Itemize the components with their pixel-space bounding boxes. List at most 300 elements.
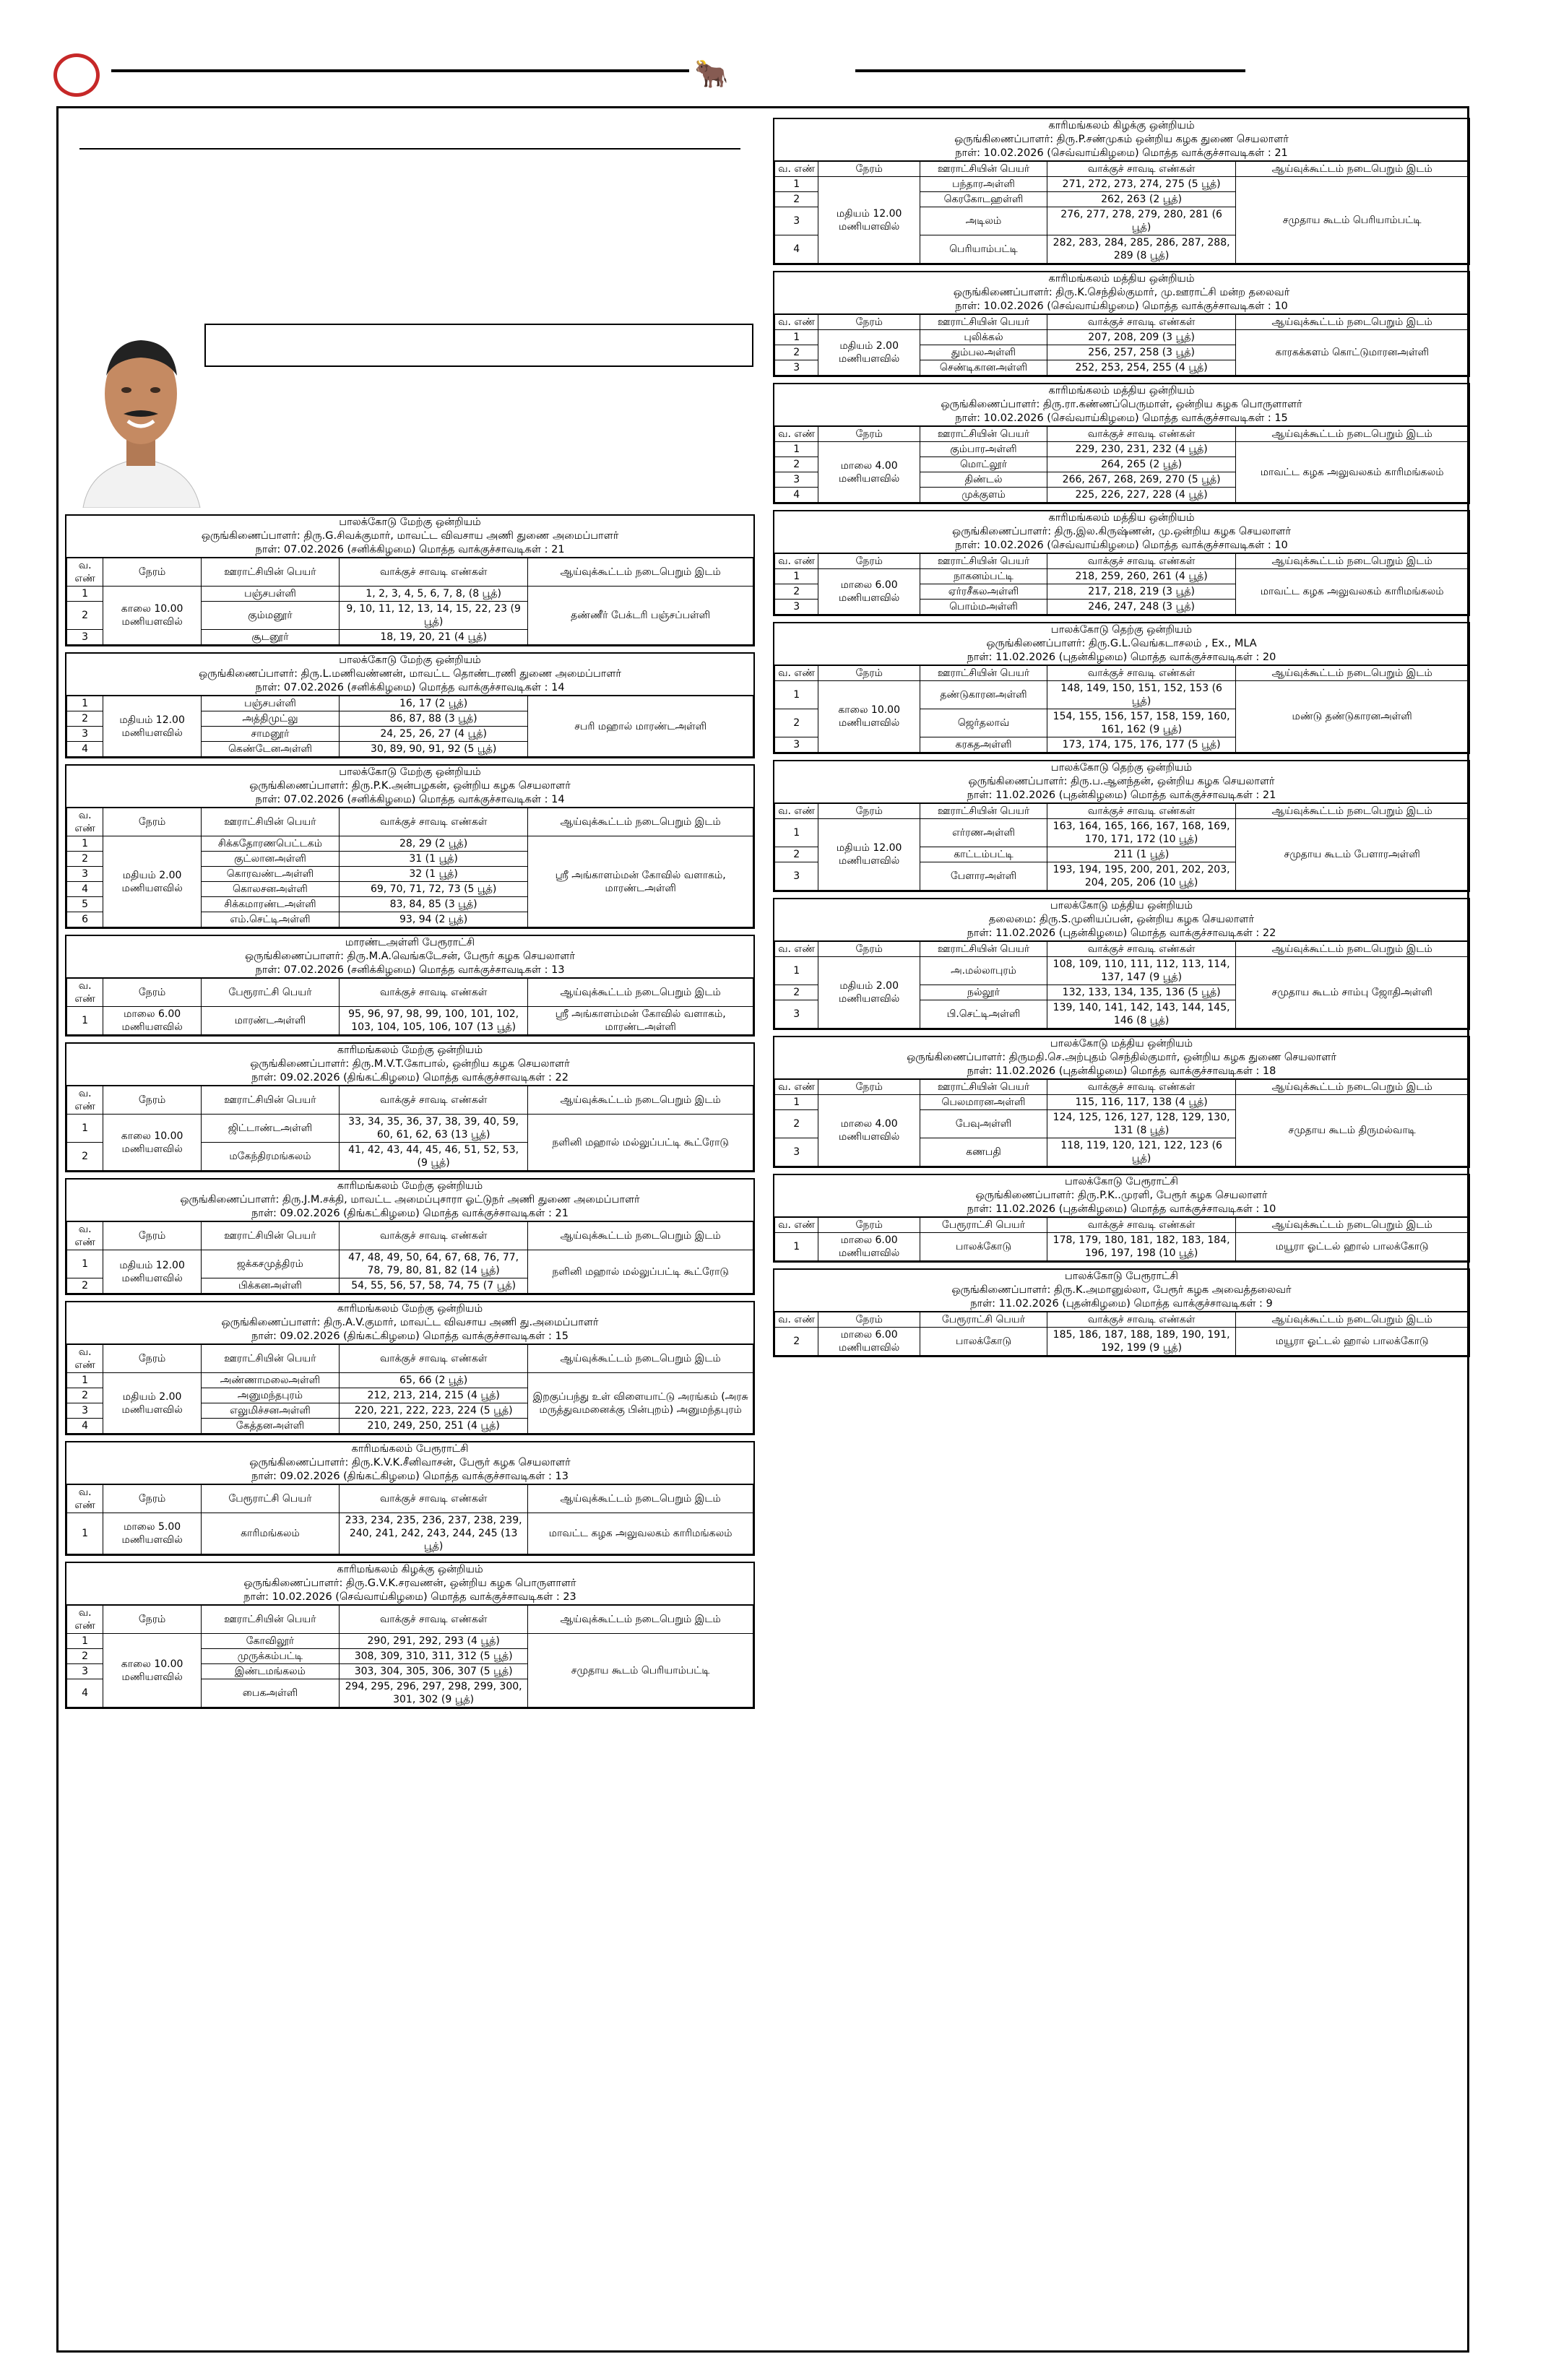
village-name: ஜக்கசமுத்திரம் <box>201 1250 339 1278</box>
booth-numbers: 178, 179, 180, 181, 182, 183, 184, 196, 197, 198 (10 பூத்) <box>1047 1233 1235 1261</box>
section-header <box>66 1180 753 1221</box>
booth-numbers: 220, 221, 222, 223, 224 (5 பூத்) <box>339 1403 527 1419</box>
village-name: அனுமந்தபுரம் <box>201 1388 339 1403</box>
meeting-time: மாலை 6.00 மணியளவில் <box>818 1233 920 1261</box>
section-header <box>66 516 753 558</box>
section-coordinator: ஒருங்கிணைப்பாளர்: திரு.ப.ஆனந்தன், ஒன்றிய கழக செயலாளர் <box>968 776 1275 787</box>
booth-numbers: 308, 309, 310, 311, 312 (5 பூத்) <box>339 1649 527 1664</box>
col-header-time: நேரம் <box>103 1606 202 1634</box>
section-date: நாள்: 11.02.2026 (புதன்கிழமை) மொத்த வாக்குச்சாவடிகள் : 22 <box>967 927 1276 939</box>
col-header-time: நேரம் <box>818 804 920 819</box>
village-name: மாரண்டஅள்ளி <box>201 1007 339 1035</box>
table-header-row <box>775 1312 1469 1328</box>
table-header-row <box>775 804 1469 819</box>
village-name: அத்திமுட்லு <box>201 711 339 727</box>
section-union-name: பாலக்கோடு மேற்கு ஒன்றியம் <box>339 516 481 528</box>
village-name: பொம்மஅள்ளி <box>920 600 1047 615</box>
row-serial: 6 <box>67 912 103 927</box>
row-serial: 2 <box>775 192 818 207</box>
meeting-venue: சபரி மஹால் மாரண்டஅள்ளி <box>528 696 753 757</box>
meeting-time: காலை 10.00 மணியளவில் <box>103 1115 202 1171</box>
meeting-time: மாலை 6.00 மணியளவில் <box>818 1328 920 1356</box>
village-name: கெண்டேனஅள்ளி <box>201 742 339 757</box>
col-header-time: நேரம் <box>818 1080 920 1095</box>
col-header-serial: வ. எண் <box>67 808 103 836</box>
row-serial: 1 <box>775 442 818 457</box>
meeting-venue: தண்ணீர் பேக்டரி பஞ்சப்பள்ளி <box>528 587 753 645</box>
section-union-name: மாரண்டஅள்ளி பேரூராட்சி <box>345 937 475 948</box>
row-serial: 3 <box>775 600 818 615</box>
section-header <box>774 272 1469 314</box>
table-row <box>67 1115 753 1143</box>
meeting-schedule-section <box>65 1301 755 1435</box>
section-union-name: காரிமங்கலம் மேற்கு ஒன்றியம் <box>337 1303 483 1315</box>
table-header-row <box>775 666 1469 681</box>
col-header-booths: வாக்குச் சாவடி எண்கள் <box>1047 1218 1235 1233</box>
row-serial: 4 <box>67 1679 103 1708</box>
row-serial: 2 <box>775 1328 818 1356</box>
booth-numbers: 18, 19, 20, 21 (4 பூத்) <box>339 630 527 645</box>
table-header-row <box>67 1222 753 1250</box>
col-header-booths: வாக்குச் சாவடி எண்கள் <box>339 1345 527 1373</box>
row-serial: 2 <box>67 1649 103 1664</box>
village-name: செண்டிகானஅள்ளி <box>920 360 1047 376</box>
booth-numbers: 264, 265 (2 பூத்) <box>1047 457 1235 472</box>
row-serial: 2 <box>67 1143 103 1171</box>
section-date: நாள்: 09.02.2026 (திங்கட்கிழமை) மொத்த வாக்குச்சாவடிகள் : 21 <box>251 1208 569 1219</box>
schedule-table <box>774 426 1469 503</box>
section-coordinator: ஒருங்கிணைப்பாளர்: திரு.K.அமானுல்லா, பேரூர் கழக அவைத்தலைவர் <box>951 1284 1292 1296</box>
col-header-time: நேரம் <box>818 162 920 177</box>
meeting-time: மதியம் 2.00 மணியளவில் <box>818 330 920 376</box>
section-coordinator: ஒருங்கிணைப்பாளர்: திரு.G.L.வெங்கடாசலம் , Ex., MLA <box>986 638 1257 649</box>
col-header-time: நேரம் <box>818 666 920 681</box>
meeting-venue: மண்டு தண்டுகாரனஅள்ளி <box>1236 681 1469 753</box>
col-header-serial: வ. எண் <box>775 1080 818 1095</box>
schedule-table <box>774 1079 1469 1167</box>
village-name: முக்குளம் <box>920 488 1047 503</box>
col-header-village: பேரூராட்சி பெயர் <box>920 1312 1047 1328</box>
schedule-table <box>774 314 1469 376</box>
table-header-row <box>775 554 1469 569</box>
bull-icon: 🐂 <box>694 58 729 90</box>
meeting-time: மாலை 4.00 மணியளவில் <box>818 1095 920 1167</box>
col-header-village: பேரூராட்சி பெயர் <box>920 1218 1047 1233</box>
table-row <box>775 330 1469 345</box>
section-union-name: பாலக்கோடு மேற்கு ஒன்றியம் <box>339 654 481 666</box>
section-header <box>774 899 1469 941</box>
village-name: கேத்தனஅள்ளி <box>201 1419 339 1434</box>
schedule-table <box>774 665 1469 753</box>
col-header-time: நேரம் <box>103 1345 202 1373</box>
title-box <box>204 324 753 367</box>
table-row <box>67 587 753 602</box>
meeting-venue: ஸ்ரீ அங்காளம்மன் கோவில் வளாகம், மாரண்டஅள்ளி <box>528 836 753 927</box>
col-header-booths: வாக்குச் சாவடி எண்கள் <box>1047 942 1235 957</box>
col-header-time: நேரம் <box>818 1218 920 1233</box>
col-header-booths: வாக்குச் சாவடி எண்கள் <box>1047 427 1235 442</box>
col-header-venue: ஆய்வுக்கூட்டம் நடைபெறும் இடம் <box>528 1606 753 1634</box>
schedule-table <box>774 1217 1469 1261</box>
section-header <box>774 511 1469 553</box>
booth-numbers: 282, 283, 284, 285, 286, 287, 288, 289 (8 பூத்) <box>1047 235 1235 264</box>
booth-numbers: 28, 29 (2 பூத்) <box>339 836 527 852</box>
col-header-time: நேரம் <box>818 1312 920 1328</box>
section-union-name: பாலக்கோடு பேரூராட்சி <box>1064 1176 1178 1187</box>
section-date: நாள்: 10.02.2026 (செவ்வாய்கிழமை) மொத்த வாக்குச்சாவடிகள் : 10 <box>955 300 1288 312</box>
row-serial: 3 <box>775 207 818 235</box>
col-header-serial: வ. எண் <box>775 162 818 177</box>
booth-numbers: 33, 34, 35, 36, 37, 38, 39, 40, 59, 60, 61, 62, 63 (13 பூத்) <box>339 1115 527 1143</box>
col-header-booths: வாக்குச் சாவடி எண்கள் <box>1047 1312 1235 1328</box>
row-serial: 1 <box>67 1373 103 1388</box>
col-header-booths: வாக்குச் சாவடி எண்கள் <box>339 1222 527 1250</box>
table-header-row <box>67 808 753 836</box>
village-name: சாமனூர் <box>201 727 339 742</box>
section-union-name: காரிமங்கலம் மத்திய ஒன்றியம் <box>1048 385 1195 397</box>
village-name: அடிலம் <box>920 207 1047 235</box>
section-union-name: பாலக்கோடு பேரூராட்சி <box>1064 1271 1178 1282</box>
col-header-village: ஊராட்சியின் பெயர் <box>201 1606 339 1634</box>
booth-numbers: 229, 230, 231, 232 (4 பூத்) <box>1047 442 1235 457</box>
village-name: ஜெர்தலாவ் <box>920 709 1047 737</box>
col-header-village: ஊராட்சியின் பெயர் <box>201 808 339 836</box>
col-header-booths: வாக்குச் சாவடி எண்கள் <box>339 1485 527 1513</box>
booth-numbers: 124, 125, 126, 127, 128, 129, 130, 131 (8 பூத்) <box>1047 1110 1235 1138</box>
masthead-rule <box>111 69 689 72</box>
booth-numbers: 218, 259, 260, 261 (4 பூத்) <box>1047 569 1235 584</box>
village-name: பேளாரஅள்ளி <box>920 862 1047 891</box>
section-date: நாள்: 11.02.2026 (புதன்கிழமை) மொத்த வாக்குச்சாவடிகள் : 20 <box>967 652 1276 663</box>
right-column <box>773 118 1470 1363</box>
row-serial: 1 <box>775 569 818 584</box>
booth-numbers: 69, 70, 71, 72, 73 (5 பூத்) <box>339 882 527 897</box>
row-serial: 1 <box>775 819 818 847</box>
section-header <box>66 1302 753 1344</box>
village-name: பைகஅள்ளி <box>201 1679 339 1708</box>
village-name: பெரியாம்பட்டி <box>920 235 1047 264</box>
village-name: காட்டம்பட்டி <box>920 847 1047 862</box>
col-header-serial: வ. எண் <box>775 1218 818 1233</box>
col-header-serial: வ. எண் <box>67 1345 103 1373</box>
village-name: பேவுஅள்ளி <box>920 1110 1047 1138</box>
table-row <box>67 1634 753 1649</box>
village-name: திண்டல் <box>920 472 1047 488</box>
section-coordinator: ஒருங்கிணைப்பாளர்: திரு.P.K.அன்பழகன், ஒன்றிய கழக செயலாளர் <box>249 780 571 792</box>
section-header <box>66 654 753 696</box>
row-serial: 3 <box>67 867 103 882</box>
section-coordinator: ஒருங்கிணைப்பாளர்: திரு.J.M.சக்தி, மாவட்ட அமைப்புசாரா ஓட்டுநர் அணி துணை அமைப்பாளர் <box>180 1194 640 1206</box>
row-serial: 3 <box>775 1138 818 1167</box>
col-header-serial: வ. எண் <box>67 558 103 587</box>
meeting-time: மாலை 5.00 மணியளவில் <box>103 1513 202 1554</box>
table-row <box>67 1007 753 1035</box>
booth-numbers: 163, 164, 165, 166, 167, 168, 169, 170, 171, 172 (10 பூத்) <box>1047 819 1235 847</box>
meeting-venue: மாவட்ட கழக அலுவலகம் காரிமங்கலம் <box>1236 442 1469 503</box>
row-serial: 1 <box>67 587 103 602</box>
col-header-serial: வ. எண் <box>775 666 818 681</box>
section-union-name: பாலக்கோடு தெற்கு ஒன்றியம் <box>1050 624 1193 636</box>
booth-numbers: 252, 253, 254, 255 (4 பூத்) <box>1047 360 1235 376</box>
col-header-serial: வ. எண் <box>775 427 818 442</box>
booth-numbers: 32 (1 பூத்) <box>339 867 527 882</box>
meeting-venue: மயூரா ஓட்டல் ஹால் பாலக்கோடு <box>1236 1233 1469 1261</box>
row-serial: 3 <box>775 862 818 891</box>
village-name: எலுமிச்சனஅள்ளி <box>201 1403 339 1419</box>
schedule-table <box>66 1221 753 1294</box>
schedule-table <box>774 553 1469 615</box>
schedule-table <box>66 808 753 927</box>
village-name: கோவிலூர் <box>201 1634 339 1649</box>
section-header <box>66 1044 753 1086</box>
meeting-time: மதியம் 12.00 மணியளவில் <box>818 819 920 891</box>
booth-numbers: 95, 96, 97, 98, 99, 100, 101, 102, 103, 104, 105, 106, 107 (13 பூத்) <box>339 1007 527 1035</box>
table-row <box>775 1233 1469 1261</box>
col-header-serial: வ. எண் <box>775 554 818 569</box>
section-union-name: பாலக்கோடு மேற்கு ஒன்றியம் <box>339 766 481 778</box>
row-serial: 4 <box>67 1419 103 1434</box>
table-row <box>67 696 753 711</box>
schedule-table <box>66 1086 753 1171</box>
col-header-venue: ஆய்வுக்கூட்டம் நடைபெறும் இடம் <box>1236 162 1469 177</box>
meeting-schedule-section <box>773 118 1470 265</box>
booth-numbers: 256, 257, 258 (3 பூத்) <box>1047 345 1235 360</box>
col-header-time: நேரம் <box>818 315 920 330</box>
meeting-venue: மயூரா ஓட்டல் ஹால் பாலக்கோடு <box>1236 1328 1469 1356</box>
meeting-schedule-section <box>773 510 1470 616</box>
village-name: கெரகோடஹள்ளி <box>920 192 1047 207</box>
schedule-table <box>774 803 1469 891</box>
row-serial: 5 <box>67 897 103 912</box>
row-serial: 3 <box>775 360 818 376</box>
col-header-venue: ஆய்வுக்கூட்டம் நடைபெறும் இடம் <box>528 1485 753 1513</box>
row-serial: 3 <box>775 1000 818 1029</box>
row-serial: 2 <box>775 985 818 1000</box>
meeting-schedule-section <box>65 652 755 758</box>
col-header-time: நேரம் <box>818 427 920 442</box>
schedule-table <box>774 161 1469 264</box>
booth-numbers: 86, 87, 88 (3 பூத்) <box>339 711 527 727</box>
booth-numbers: 210, 249, 250, 251 (4 பூத்) <box>339 1419 527 1434</box>
col-header-village: ஊராட்சியின் பெயர் <box>201 558 339 587</box>
col-header-booths: வாக்குச் சாவடி எண்கள் <box>339 808 527 836</box>
col-header-serial: வ. எண் <box>67 979 103 1007</box>
section-coordinator: ஒருங்கிணைப்பாளர்: திரு.M.A.வெங்கடேசன், பேரூர் கழக செயலாளர் <box>245 951 575 962</box>
left-column <box>65 514 755 1715</box>
booth-numbers: 290, 291, 292, 293 (4 பூத்) <box>339 1634 527 1649</box>
section-union-name: பாலக்கோடு தெற்கு ஒன்றியம் <box>1050 762 1193 774</box>
meeting-venue: ஸ்ரீ அங்காளம்மன் கோவில் வளாகம், மாரண்டஅள்ளி <box>528 1007 753 1035</box>
col-header-time: நேரம் <box>103 1086 202 1115</box>
section-header <box>774 1270 1469 1312</box>
col-header-village: ஊராட்சியின் பெயர் <box>920 804 1047 819</box>
meeting-time: மதியம் 12.00 மணியளவில் <box>103 696 202 757</box>
booth-numbers: 294, 295, 296, 297, 298, 299, 300, 301, 302 (9 பூத்) <box>339 1679 527 1708</box>
village-name: குட்லானஅள்ளி <box>201 852 339 867</box>
meeting-venue: மாவட்ட கழக அலுவலகம் காரிமங்கலம் <box>528 1513 753 1554</box>
section-header <box>66 1563 753 1605</box>
meeting-schedule-section <box>773 383 1470 504</box>
meeting-schedule-section <box>65 1441 755 1556</box>
col-header-village: ஊராட்சியின் பெயர் <box>201 1222 339 1250</box>
col-header-time: நேரம் <box>818 554 920 569</box>
village-name: நாகனம்பட்டி <box>920 569 1047 584</box>
meeting-schedule-section <box>773 1268 1470 1357</box>
village-name: கணபதி <box>920 1138 1047 1167</box>
row-serial: 1 <box>67 1634 103 1649</box>
masthead <box>53 53 1267 94</box>
row-serial: 2 <box>775 457 818 472</box>
booth-numbers: 118, 119, 120, 121, 122, 123 (6 பூத்) <box>1047 1138 1235 1167</box>
section-date: நாள்: 07.02.2026 (சனிக்கிழமை) மொத்த வாக்குச்சாவடிகள் : 13 <box>255 964 565 976</box>
table-row <box>775 957 1469 985</box>
booth-numbers: 207, 208, 209 (3 பூத்) <box>1047 330 1235 345</box>
section-date: நாள்: 09.02.2026 (திங்கட்கிழமை) மொத்த வாக்குச்சாவடிகள் : 13 <box>251 1471 569 1482</box>
booth-numbers: 139, 140, 141, 142, 143, 144, 145, 146 (8 பூத்) <box>1047 1000 1235 1029</box>
meeting-venue: நளினி மஹால் மல்லுப்பட்டி கூட்ரோடு <box>528 1115 753 1171</box>
col-header-village: ஊராட்சியின் பெயர் <box>920 666 1047 681</box>
schedule-table <box>66 1484 753 1554</box>
row-serial: 2 <box>67 1278 103 1294</box>
section-header <box>774 1175 1469 1217</box>
col-header-time: நேரம் <box>103 979 202 1007</box>
col-header-booths: வாக்குச் சாவடி எண்கள் <box>1047 315 1235 330</box>
village-name: பிக்கனஅள்ளி <box>201 1278 339 1294</box>
section-union-name: காரிமங்கலம் பேரூராட்சி <box>351 1443 469 1455</box>
section-date: நாள்: 10.02.2026 (செவ்வாய்கிழமை) மொத்த வாக்குச்சாவடிகள் : 15 <box>955 412 1288 424</box>
section-coordinator: ஒருங்கிணைப்பாளர்: திரு.A.V.குமார், மாவட்ட விவசாய அணி து.அமைப்பாளர் <box>221 1317 599 1328</box>
row-serial: 3 <box>67 1664 103 1679</box>
row-serial: 2 <box>775 345 818 360</box>
section-coordinator: ஒருங்கிணைப்பாளர்: திரு.G.V.K.சரவணன், ஒன்றிய கழக பொருளாளர் <box>243 1578 576 1589</box>
section-union-name: காரிமங்கலம் கிழக்கு ஒன்றியம் <box>1048 120 1195 131</box>
booth-numbers: 115, 116, 117, 138 (4 பூத்) <box>1047 1095 1235 1110</box>
col-header-booths: வாக்குச் சாவடி எண்கள் <box>339 558 527 587</box>
row-serial: 3 <box>775 737 818 753</box>
booth-numbers: 31 (1 பூத்) <box>339 852 527 867</box>
table-row <box>775 1328 1469 1356</box>
col-header-venue: ஆய்வுக்கூட்டம் நடைபெறும் இடம் <box>1236 1312 1469 1328</box>
village-name: முருக்கம்பட்டி <box>201 1649 339 1664</box>
row-serial: 1 <box>67 836 103 852</box>
section-union-name: காரிமங்கலம் மத்திய ஒன்றியம் <box>1048 273 1195 285</box>
village-name: அ.மல்லாபுரம் <box>920 957 1047 985</box>
table-row <box>775 1095 1469 1110</box>
section-header <box>774 119 1469 161</box>
table-header-row <box>775 1218 1469 1233</box>
village-name: மொட்லூர் <box>920 457 1047 472</box>
table-header-row <box>67 1485 753 1513</box>
row-serial: 1 <box>775 1233 818 1261</box>
meeting-schedule-section <box>65 1042 755 1172</box>
section-union-name: பாலக்கோடு மத்திய ஒன்றியம் <box>1050 900 1193 912</box>
row-serial: 1 <box>775 957 818 985</box>
col-header-booths: வாக்குச் சாவடி எண்கள் <box>339 979 527 1007</box>
village-name: கொரவண்டஅள்ளி <box>201 867 339 882</box>
col-header-village: ஊராட்சியின் பெயர் <box>920 427 1047 442</box>
meeting-schedule-section <box>773 271 1470 377</box>
table-header-row <box>775 162 1469 177</box>
table-row <box>775 819 1469 847</box>
row-serial: 3 <box>67 630 103 645</box>
meeting-schedule-section <box>65 1178 755 1295</box>
row-serial: 1 <box>775 330 818 345</box>
booth-numbers: 217, 218, 219 (3 பூத்) <box>1047 584 1235 600</box>
table-header-row <box>67 1606 753 1634</box>
village-name: கும்பாரஅள்ளி <box>920 442 1047 457</box>
table-row <box>775 569 1469 584</box>
booth-numbers: 225, 226, 227, 228 (4 பூத்) <box>1047 488 1235 503</box>
section-date: நாள்: 09.02.2026 (திங்கட்கிழமை) மொத்த வாக்குச்சாவடிகள் : 22 <box>251 1072 569 1083</box>
col-header-venue: ஆய்வுக்கூட்டம் நடைபெறும் இடம் <box>528 1086 753 1115</box>
col-header-booths: வாக்குச் சாவடி எண்கள் <box>1047 804 1235 819</box>
booth-numbers: 185, 186, 187, 188, 189, 190, 191, 192, 199 (9 பூத்) <box>1047 1328 1235 1356</box>
section-date: நாள்: 09.02.2026 (திங்கட்கிழமை) மொத்த வாக்குச்சாவடிகள் : 15 <box>251 1330 569 1342</box>
village-name: பி.செட்டிஅள்ளி <box>920 1000 1047 1029</box>
col-header-time: நேரம் <box>103 808 202 836</box>
section-header <box>774 623 1469 665</box>
col-header-village: ஊராட்சியின் பெயர் <box>201 1345 339 1373</box>
meeting-time: மதியம் 12.00 மணியளவில் <box>103 1250 202 1294</box>
table-header-row <box>775 427 1469 442</box>
village-name: பாலக்கோடு <box>920 1328 1047 1356</box>
village-name: தண்டுகாரனஅள்ளி <box>920 681 1047 709</box>
village-name: பஞ்சபள்ளி <box>201 696 339 711</box>
meeting-time: மாலை 6.00 மணியளவில் <box>818 569 920 615</box>
village-name: மகேந்திரமங்கலம் <box>201 1143 339 1171</box>
col-header-venue: ஆய்வுக்கூட்டம் நடைபெறும் இடம் <box>1236 942 1469 957</box>
col-header-venue: ஆய்வுக்கூட்டம் நடைபெறும் இடம் <box>528 1345 753 1373</box>
table-row <box>67 836 753 852</box>
col-header-serial: வ. எண் <box>775 942 818 957</box>
section-coordinator: ஒருங்கிணைப்பாளர்: திரு.K.V.K.சீனிவாசன், பேரூர் கழக செயலாளர் <box>249 1457 571 1468</box>
col-header-village: பேரூராட்சி பெயர் <box>201 1485 339 1513</box>
section-union-name: காரிமங்கலம் கிழக்கு ஒன்றியம் <box>337 1564 483 1575</box>
col-header-serial: வ. எண் <box>67 1606 103 1634</box>
village-name: புலிக்கல் <box>920 330 1047 345</box>
meeting-venue: சமுதாய கூடம் திருமல்வாடி <box>1236 1095 1469 1167</box>
section-date: நாள்: 07.02.2026 (சனிக்கிழமை) மொத்த வாக்குச்சாவடிகள் : 14 <box>255 682 565 693</box>
section-date: நாள்: 11.02.2026 (புதன்கிழமை) மொத்த வாக்குச்சாவடிகள் : 18 <box>967 1065 1276 1077</box>
booth-numbers: 16, 17 (2 பூத்) <box>339 696 527 711</box>
col-header-venue: ஆய்வுக்கூட்டம் நடைபெறும் இடம் <box>1236 427 1469 442</box>
col-header-venue: ஆய்வுக்கூட்டம் நடைபெறும் இடம் <box>1236 1080 1469 1095</box>
section-header <box>774 1037 1469 1079</box>
section-coordinator: தலைமை: திரு.S.முனியப்பன், ஒன்றிய கழக செயலாளர் <box>988 914 1255 925</box>
section-union-name: காரிமங்கலம் மேற்கு ஒன்றியம் <box>337 1044 483 1056</box>
meeting-time: காலை 10.00 மணியளவில் <box>103 587 202 645</box>
col-header-serial: வ. எண் <box>775 1312 818 1328</box>
section-date: நாள்: 11.02.2026 (புதன்கிழமை) மொத்த வாக்குச்சாவடிகள் : 21 <box>967 789 1276 801</box>
village-name: இண்டமங்கலம் <box>201 1664 339 1679</box>
meeting-schedule-section <box>773 1036 1470 1168</box>
booth-numbers: 173, 174, 175, 176, 177 (5 பூத்) <box>1047 737 1235 753</box>
row-serial: 1 <box>775 177 818 192</box>
table-header-row <box>775 942 1469 957</box>
village-name: பந்தாரஅள்ளி <box>920 177 1047 192</box>
section-date: நாள்: 11.02.2026 (புதன்கிழமை) மொத்த வாக்குச்சாவடிகள் : 9 <box>970 1298 1273 1310</box>
col-header-time: நேரம் <box>103 558 202 587</box>
col-header-serial: வ. எண் <box>67 1086 103 1115</box>
row-serial: 1 <box>775 1095 818 1110</box>
table-row <box>67 1250 753 1278</box>
section-date: நாள்: 10.02.2026 (செவ்வாய்கிழமை) மொத்த வாக்குச்சாவடிகள் : 23 <box>243 1591 576 1603</box>
row-serial: 1 <box>67 1250 103 1278</box>
booth-numbers: 276, 277, 278, 279, 280, 281 (6 பூத்) <box>1047 207 1235 235</box>
table-header-row <box>67 1086 753 1115</box>
col-header-village: ஊராட்சியின் பெயர் <box>201 1086 339 1115</box>
section-header <box>66 936 753 978</box>
